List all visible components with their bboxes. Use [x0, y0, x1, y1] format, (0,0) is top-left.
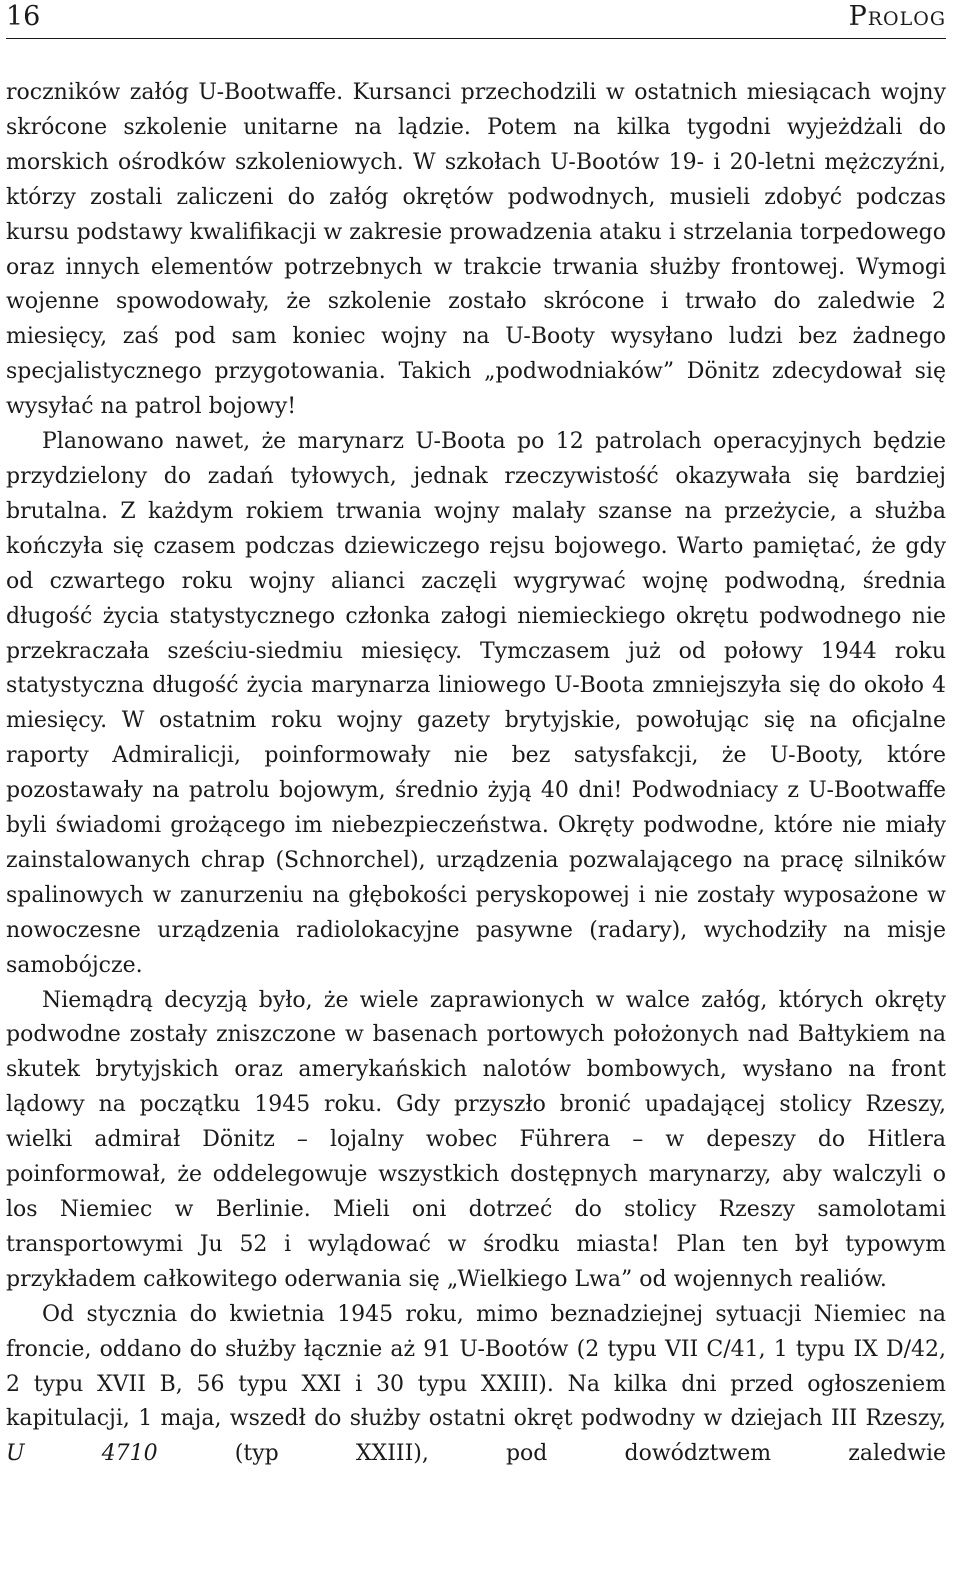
running-head: Prolog — [848, 1, 946, 32]
page-header — [6, 0, 946, 40]
submarine-name: U 4710 — [6, 1441, 158, 1467]
paragraph-niemadra: Niemądrą decyzją było, że wiele zaprawionych w walce załóg, których okręty podwodne zostały zniszczone w basenach portowych położonych nad Bałtykiem na skutek brytyjskich oraz amerykańskich nalotów bombowych, wysłano na front lądowy na początku 1945 roku. Gdy przyszło bronić upadającej stolicy Rzeszy, wielki admirał Dönitz – lojalny wobec Führera – w depeszy do Hitlera poinformował, że oddelegowuje wszystkich dostępnych marynarzy, aby walczyli o los Niemiec w Berlinie. Mieli oni dotrzeć do stolicy Rzeszy samolotami transportowymi Ju 52 i wylądować w środku miasta! Plan ten był typowym przykładem całkowitego oderwania się „Wielkiego Lwa” od wojennych realiów. — [6, 987, 946, 1292]
paragraph-planowano: Planowano nawet, że marynarz U-Boota po 12 patrolach operacyjnych będzie przydzielony do zadań tyłowych, jednak rzeczywistość okazywała się bardziej brutalna. Z każdym rokiem trwania wojny malały szanse na przeżycie, a służba kończyła się czasem podczas dziewiczego rejsu bojowego. Warto pamiętać, że gdy od czwartego roku wojny alianci zaczęli wygrywać wojnę podwodną, średnia długość życia statystycznego członka załogi niemieckiego okrętu podwodnego nie przekraczała sześciu-siedmiu miesięcy. Tymczasem już od połowy 1944 roku statystyczna długość życia marynarza liniowego U-Boota zmniejszyła się do około 4 miesięcy. W ostatnim roku wojny gazety brytyjskie, powołując się na oficjalne raporty Admiralicji, poinformowały nie bez satysfakcji, że U-Booty, które pozostawały na patrolu bojowym, średnio żyją 40 dni! Podwodniacy z U-Bootwaffe byli świadomi grożącego im niebezpieczeństwa. Okręty podwodne, które nie miały zainstalowanych chrap (Schnorchel), urządzenia pozwalającego na pracę silników spalinowych w zanurzeniu na głębokości peryskopowej i nie zostały wyposażone w nowoczesne urządzenia radiolokacyjne pasywne (radary), wychodziły na misje samobójcze. — [6, 429, 946, 978]
paragraph-text-after: (typ XXIII), pod dowództwem zaledwie — [157, 1441, 946, 1467]
paragraph-text-before: Od stycznia do kwietnia 1945 roku, mimo beznadziejnej sytuacji Niemiec na froncie, oddano do służby łącznie aż 91 U-Bootów (2 typu VII C/41, 1 typu IX D/42, 2 typu XVII B, 56 typu XXI i 30 typu XXIII). Na kilka dni przed ogłoszeniem kapitulacji, 1 maja, wszedł do służby ostatni okręt podwodny w dziejach III Rzeszy, — [6, 1301, 946, 1432]
paragraph-od-stycznia — [6, 1298, 946, 1473]
body-text — [6, 76, 946, 1472]
page-number: 16 — [6, 1, 41, 32]
book-page — [6, 0, 946, 1472]
paragraph-continuation: roczników załóg U-Bootwaffe. Kursanci przechodzili w ostatnich miesiącach wojny skrócone szkolenie unitarne na lądzie. Potem na kilka tygodni wyjeżdżali do morskich ośrodków szkoleniowych. W szkołach U-Bootów 19- i 20-letni mężczyźni, którzy zostali zaliczeni do załóg okrętów podwodnych, musieli zdobyć podczas kursu podstawy kwalifikacji w zakresie prowadzenia ataku i strzelania torpedowego oraz innych elementów potrzebnych w trakcie trwania służby frontowej. Wymogi wojenne spowodowały, że szkolenie zostało skrócone i trwało do zaledwie 2 miesięcy, zaś pod sam koniec wojny na U-Booty wysyłano ludzi bez żadnego specjalistycznego przygotowania. Takich „podwodniaków” Dönitz zdecydował się wysyłać na patrol bojowy! — [6, 80, 946, 420]
header-rule — [6, 38, 946, 39]
